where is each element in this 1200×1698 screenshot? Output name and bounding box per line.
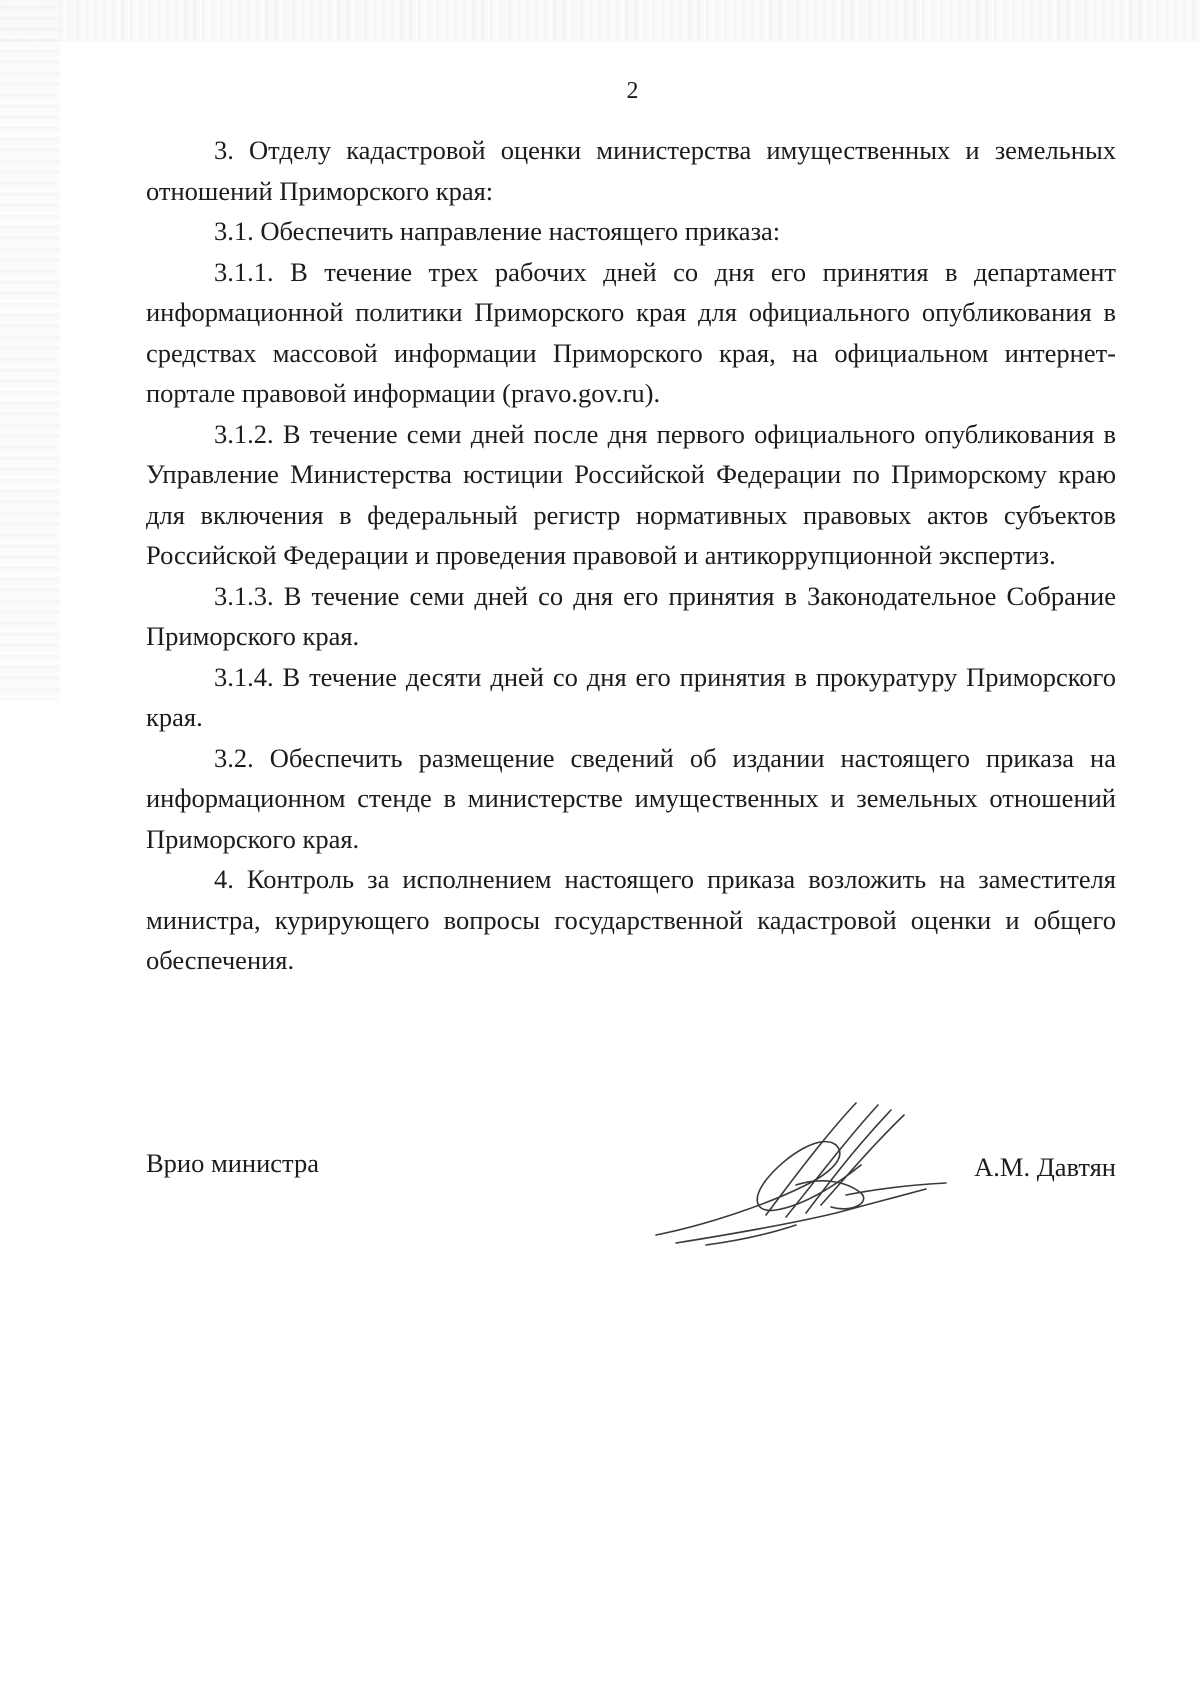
paragraph-3-1-4: 3.1.4. В течение десяти дней со дня его принятия в прокуратуру Приморского края. — [146, 661, 1116, 732]
paragraph-3: 3. Отделу кадастровой оценки министерства имущественных и земельных отношений Приморского края: — [146, 135, 1116, 206]
signature-block — [146, 1140, 1116, 1260]
document-body — [146, 130, 1116, 981]
paragraph-3-1-2: 3.1.2. В течение семи дней после дня первого официального опубликования в Управление Министерства юстиции Российской Федерации по Приморскому краю для включения в федеральный регистр нормативных правовых актов субъектов Российской Федерации и проведения правовой и антикоррупционной экспертиз. — [146, 418, 1116, 570]
signatory-title: Врио министра — [146, 1148, 319, 1178]
handwritten-signature — [646, 1085, 966, 1265]
scan-noise-top — [0, 0, 1200, 42]
paragraph-3-2: 3.2. Обеспечить размещение сведений об издании настоящего приказа на информационном стенде в министерстве имущественных и земельных отношений Приморского края. — [146, 742, 1116, 854]
scan-noise-left — [0, 0, 60, 700]
paragraph-3-1-3: 3.1.3. В течение семи дней со дня его принятия в Законодательное Собрание Приморского края. — [146, 580, 1116, 651]
signatory-name: А.М. Давтян — [974, 1152, 1116, 1182]
paragraph-3-1: 3.1. Обеспечить направление настоящего приказа: — [214, 216, 781, 246]
page-number: 2 — [626, 78, 639, 104]
paragraph-3-1-1: 3.1.1. В течение трех рабочих дней со дня его принятия в департамент информационной политики Приморского края для официального опубликования в средствах массовой информации Приморского края, на официальном интернет-портале правовой информации (pravo.gov.ru). — [146, 256, 1116, 408]
paragraph-4: 4. Контроль за исполнением настоящего приказа возложить на заместителя министра, курирующего вопросы государственной кадастровой оценки и общего обеспечения. — [146, 864, 1116, 975]
